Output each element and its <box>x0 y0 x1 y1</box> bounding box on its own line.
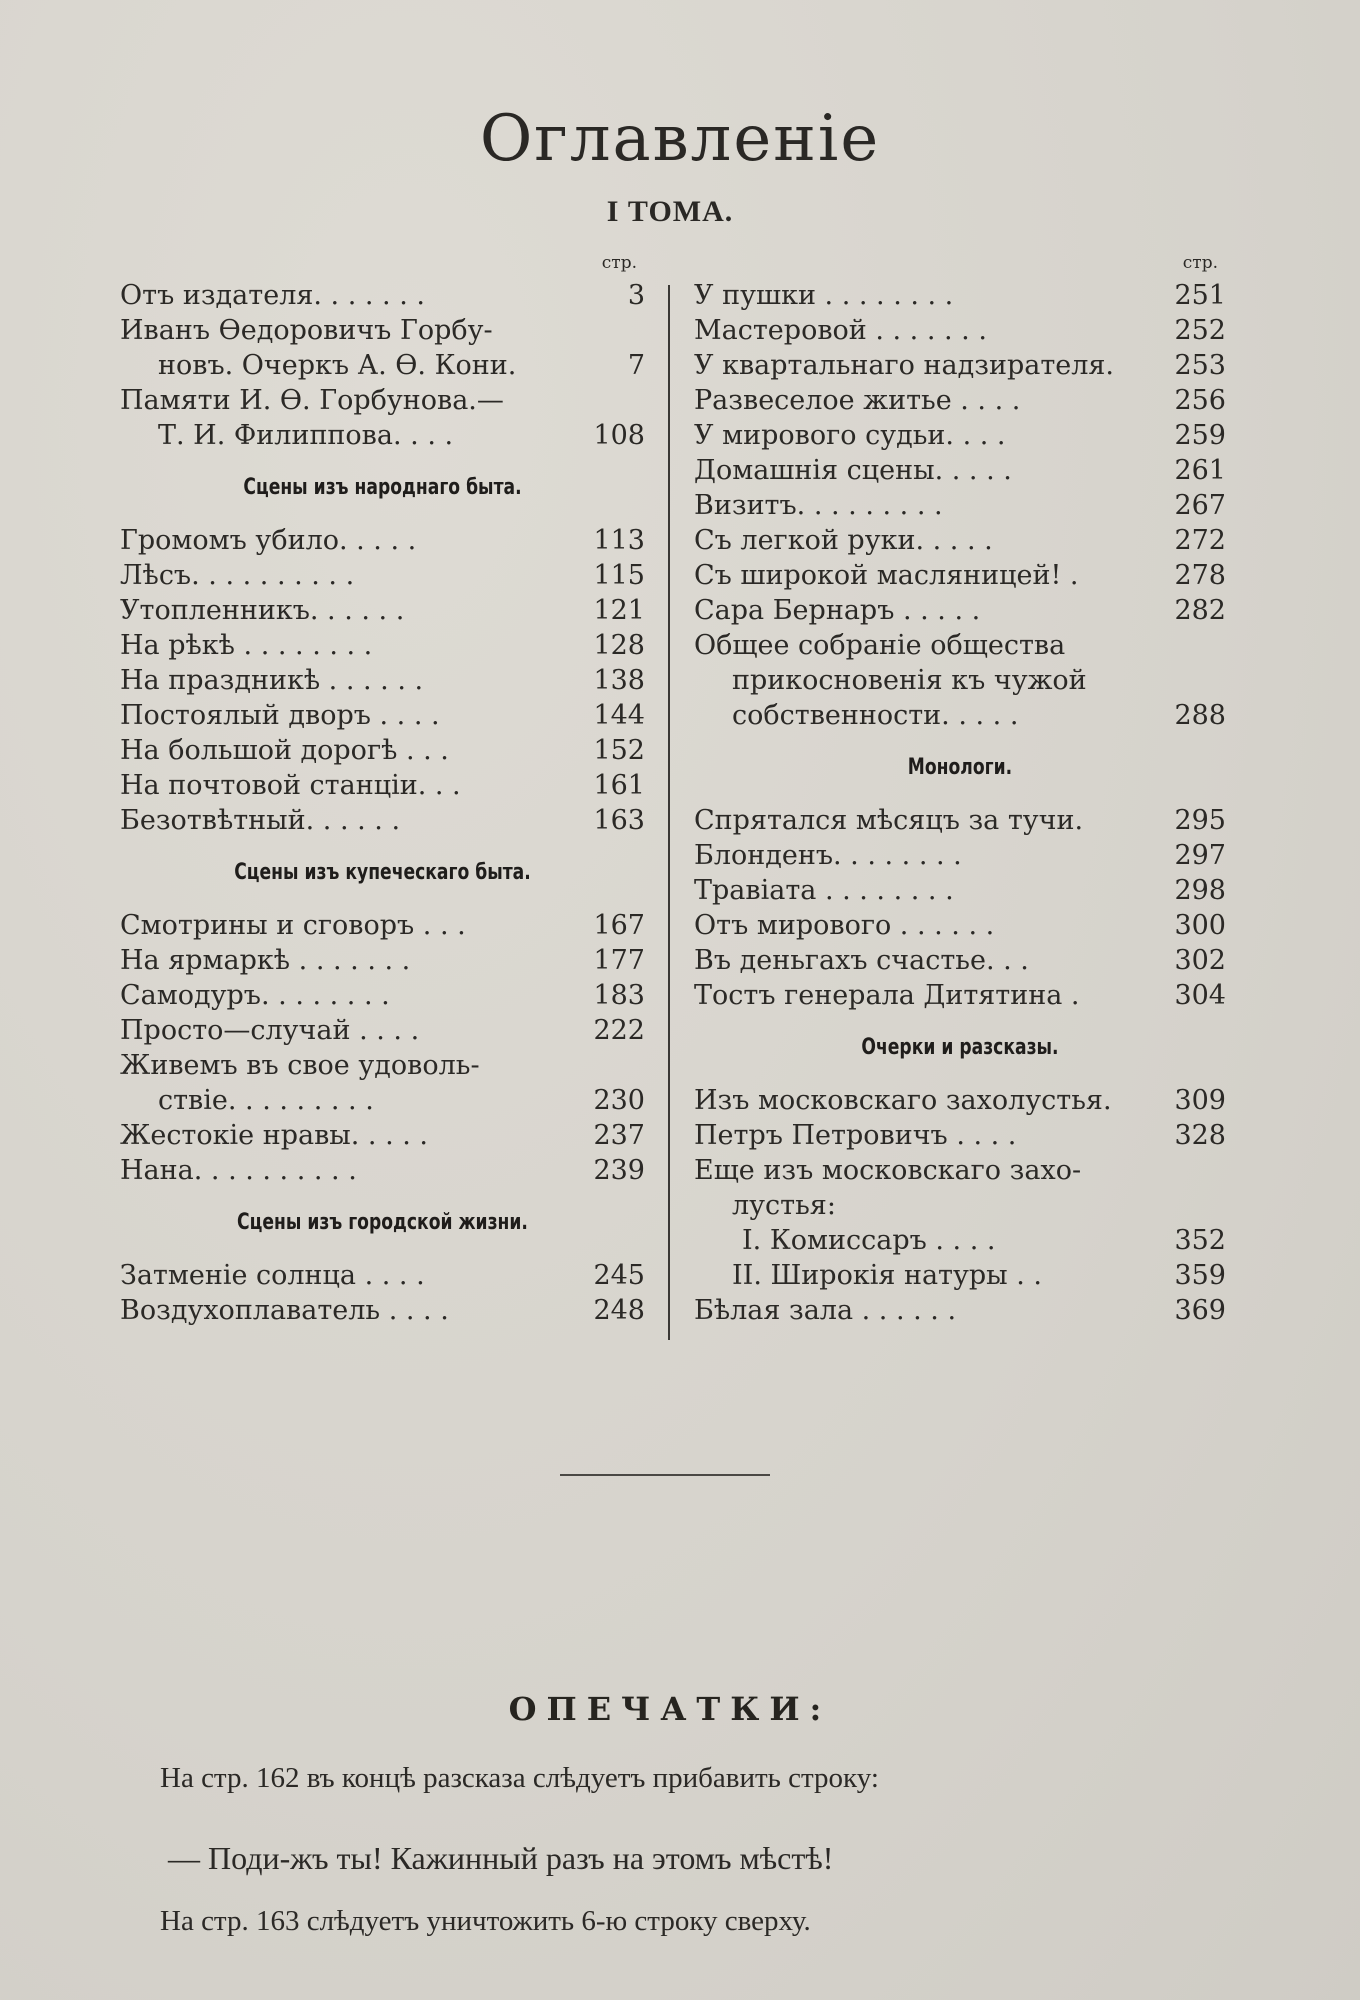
errata-line: — Поди-жъ ты! Кажинный разъ на этомъ мѣстѣ! <box>168 1840 834 1876</box>
toc-entry <box>694 278 1226 313</box>
toc-entry-title: На праздникѣ . . . . . . <box>120 665 424 696</box>
toc-entry <box>120 1013 645 1048</box>
toc-entry <box>120 663 645 698</box>
toc-entry-title: Спрятался мѣсяцъ за тучи. <box>694 805 1084 836</box>
toc-entry-page: 302 <box>1174 945 1226 976</box>
errata-line: На стр. 162 въ концѣ разсказа слѣдуетъ прибавить строку: <box>160 1762 879 1794</box>
toc-entry-page: 267 <box>1174 490 1226 521</box>
toc-entry-title: Сара Бернаръ . . . . . <box>694 595 981 626</box>
section-separator-rule <box>560 1474 770 1476</box>
toc-entry <box>120 978 645 1013</box>
toc-entry-title: Въ деньгахъ счастье. . . <box>694 945 1029 976</box>
toc-entry <box>694 978 1226 1013</box>
section-heading: Сцены изъ городской жизни. <box>237 1210 528 1235</box>
section-heading: Монологи. <box>907 755 1013 780</box>
toc-entry-page: 3 <box>627 280 645 311</box>
toc-entry <box>120 1293 645 1328</box>
toc-entry-page: 121 <box>593 595 645 626</box>
toc-entry-title: Визитъ. . . . . . . . . <box>694 490 943 521</box>
toc-entry-page: 359 <box>1174 1260 1226 1291</box>
toc-entry-page: 248 <box>593 1295 645 1326</box>
toc-entry-page: 251 <box>1174 280 1226 311</box>
toc-entry <box>694 663 1226 698</box>
toc-entry-title: Громомъ убило. . . . . <box>120 525 417 556</box>
toc-entry <box>694 488 1226 523</box>
toc-entry <box>694 1258 1226 1293</box>
toc-entry <box>694 1293 1226 1328</box>
toc-entry-title: Изъ московскаго захолустья. <box>694 1085 1112 1116</box>
toc-entry-title: У квартальнаго надзирателя. <box>694 350 1115 381</box>
toc-entry <box>694 698 1226 733</box>
toc-entry <box>694 348 1226 383</box>
toc-entry <box>120 593 645 628</box>
toc-entry <box>694 313 1226 348</box>
toc-entry <box>120 348 645 383</box>
toc-entry-page: 163 <box>593 805 645 836</box>
toc-entry-title: Общее собраніе общества <box>694 630 1066 661</box>
page-column-label: стр. <box>601 253 637 273</box>
toc-entry <box>120 383 645 418</box>
toc-entry-title: прикосновенія къ чужой <box>732 665 1087 696</box>
toc-right-column <box>694 248 1226 1328</box>
toc-entry <box>694 523 1226 558</box>
toc-entry-page: 177 <box>593 945 645 976</box>
toc-entry-page: 261 <box>1174 455 1226 486</box>
toc-entry-title: Развеселое житье . . . . <box>694 385 1021 416</box>
toc-entry-page: 253 <box>1174 350 1226 381</box>
toc-entry-title: Лѣсъ. . . . . . . . . . <box>120 560 355 591</box>
toc-entry <box>694 558 1226 593</box>
toc-entry <box>120 1258 645 1293</box>
toc-entry <box>694 418 1226 453</box>
toc-entry-page: 115 <box>593 560 645 591</box>
toc-entry-title: ствіе. . . . . . . . . <box>158 1085 374 1116</box>
toc-entry-title: Памяти И. Ѳ. Горбунова.— <box>120 385 504 416</box>
toc-entry-page: 278 <box>1174 560 1226 591</box>
toc-entry <box>694 1223 1226 1258</box>
volume-subtitle: I ТОМА. <box>606 195 734 228</box>
toc-entry-page: 128 <box>593 630 645 661</box>
toc-entry-page: 161 <box>593 770 645 801</box>
toc-entry-title: Съ широкой масляницей! . <box>694 560 1079 591</box>
toc-entry-title: Живемъ въ свое удоволь- <box>120 1050 480 1081</box>
toc-entry-title: Тостъ генерала Дитятина . <box>694 980 1080 1011</box>
toc-entry-title: Жестокіе нравы. . . . . <box>120 1120 429 1151</box>
toc-entry <box>120 418 645 453</box>
errata-line: На стр. 163 слѣдуетъ уничтожить 6-ю строку сверху. <box>160 1905 811 1937</box>
toc-entry-page: 144 <box>593 700 645 731</box>
toc-entry-page: 256 <box>1174 385 1226 416</box>
toc-entry <box>120 1118 645 1153</box>
toc-entry-page: 167 <box>593 910 645 941</box>
toc-entry <box>120 698 645 733</box>
toc-entry <box>694 1153 1226 1188</box>
toc-entry-title: Самодуръ. . . . . . . . <box>120 980 390 1011</box>
toc-entry-title: Мастеровой . . . . . . . <box>694 315 987 346</box>
toc-entry <box>120 803 645 838</box>
toc-entry <box>120 1048 645 1083</box>
toc-entry <box>120 558 645 593</box>
errata-title: ОПЕЧАТКИ: <box>508 1690 832 1728</box>
toc-entry-title: Затменіе солнца . . . . <box>120 1260 425 1291</box>
toc-entry-title: Безотвѣтный. . . . . . <box>120 805 401 836</box>
toc-entry-page: 304 <box>1174 980 1226 1011</box>
toc-entry-title: Нана. . . . . . . . . . <box>120 1155 357 1186</box>
page-column-label: стр. <box>1182 253 1218 273</box>
toc-entry <box>694 838 1226 873</box>
toc-entry-title: Иванъ Ѳедоровичъ Горбу- <box>120 315 493 346</box>
toc-entry <box>694 803 1226 838</box>
toc-entry-title: У пушки . . . . . . . . <box>694 280 954 311</box>
toc-entry-page: 183 <box>593 980 645 1011</box>
toc-entry-title: На ярмаркѣ . . . . . . . <box>120 945 411 976</box>
toc-entry <box>694 1118 1226 1153</box>
toc-entry-page: 152 <box>593 735 645 766</box>
toc-entry <box>694 383 1226 418</box>
toc-entry <box>694 943 1226 978</box>
toc-entry-title: I. Комиссаръ . . . . <box>742 1225 996 1256</box>
toc-entry-page: 7 <box>627 350 645 381</box>
toc-entry-title: Отъ мирового . . . . . . <box>694 910 995 941</box>
toc-left-column <box>120 248 645 1328</box>
toc-entry-title: Еще изъ московскаго захо- <box>694 1155 1082 1186</box>
page-title: Оглавленіе <box>479 102 881 176</box>
toc-entry-page: 230 <box>593 1085 645 1116</box>
toc-entry <box>120 908 645 943</box>
toc-entry <box>120 313 645 348</box>
toc-entry <box>120 1153 645 1188</box>
toc-entry-page: 222 <box>593 1015 645 1046</box>
toc-entry-title: Бѣлая зала . . . . . . <box>694 1295 957 1326</box>
toc-entry-page: 309 <box>1174 1085 1226 1116</box>
toc-entry-title: II. Широкія натуры . . <box>732 1260 1042 1291</box>
column-divider <box>668 285 670 1340</box>
toc-entry-title: Смотрины и сговоръ . . . <box>120 910 466 941</box>
toc-entry <box>694 593 1226 628</box>
toc-entry-title: Домашнія сцены. . . . . <box>694 455 1012 486</box>
toc-entry-title: Т. И. Филиппова. . . . <box>158 420 454 451</box>
toc-entry-title: На рѣкѣ . . . . . . . . <box>120 630 373 661</box>
toc-entry-title: Блонденъ. . . . . . . . <box>694 840 962 871</box>
toc-entry <box>120 1083 645 1118</box>
toc-entry <box>120 628 645 663</box>
toc-entry-page: 300 <box>1174 910 1226 941</box>
toc-entry-title: Съ легкой руки. . . . . <box>694 525 993 556</box>
toc-entry-page: 108 <box>593 420 645 451</box>
toc-entry-title: собственности. . . . . <box>732 700 1019 731</box>
toc-entry-page: 259 <box>1174 420 1226 451</box>
toc-entry <box>694 1083 1226 1118</box>
toc-entry-page: 245 <box>593 1260 645 1291</box>
toc-entry <box>694 1188 1226 1223</box>
toc-entry <box>120 943 645 978</box>
toc-entry <box>694 453 1226 488</box>
section-heading: Сцены изъ купеческаго быта. <box>234 860 531 885</box>
toc-entry-title: Отъ издателя. . . . . . . <box>120 280 425 311</box>
toc-entry-title: У мирового судьи. . . . <box>694 420 1006 451</box>
toc-entry-page: 272 <box>1174 525 1226 556</box>
toc-entry-page: 297 <box>1174 840 1226 871</box>
toc-entry-page: 295 <box>1174 805 1226 836</box>
toc-entry-title: Травіата . . . . . . . . <box>694 875 954 906</box>
toc-entry <box>120 768 645 803</box>
toc-entry-title: Утопленникъ. . . . . . <box>120 595 405 626</box>
toc-entry-title: лустья: <box>732 1190 836 1221</box>
toc-entry-page: 298 <box>1174 875 1226 906</box>
toc-entry-title: Постоялый дворъ . . . . <box>120 700 440 731</box>
toc-entry-page: 113 <box>593 525 645 556</box>
toc-entry-title: На большой дорогѣ . . . <box>120 735 449 766</box>
toc-entry <box>694 873 1226 908</box>
toc-entry-title: Воздухоплаватель . . . . <box>120 1295 449 1326</box>
toc-entry <box>120 278 645 313</box>
toc-entry <box>694 908 1226 943</box>
toc-entry <box>694 628 1226 663</box>
toc-entry-page: 288 <box>1174 700 1226 731</box>
toc-entry-title: новъ. Очеркъ А. Ѳ. Кони. <box>158 350 517 381</box>
toc-entry-page: 282 <box>1174 595 1226 626</box>
toc-entry-page: 352 <box>1174 1225 1226 1256</box>
toc-entry-title: Петръ Петровичъ . . . . <box>694 1120 1017 1151</box>
toc-entry-page: 237 <box>593 1120 645 1151</box>
toc-entry-page: 369 <box>1174 1295 1226 1326</box>
toc-entry <box>120 733 645 768</box>
toc-entry <box>120 523 645 558</box>
toc-entry-page: 252 <box>1174 315 1226 346</box>
toc-entry-title: Просто—случай . . . . <box>120 1015 420 1046</box>
section-heading: Очерки и разсказы. <box>861 1035 1059 1060</box>
toc-entry-page: 138 <box>593 665 645 696</box>
toc-entry-page: 239 <box>593 1155 645 1186</box>
section-heading: Сцены изъ народнаго быта. <box>243 475 522 500</box>
toc-entry-page: 328 <box>1174 1120 1226 1151</box>
toc-entry-title: На почтовой станціи. . . <box>120 770 461 801</box>
